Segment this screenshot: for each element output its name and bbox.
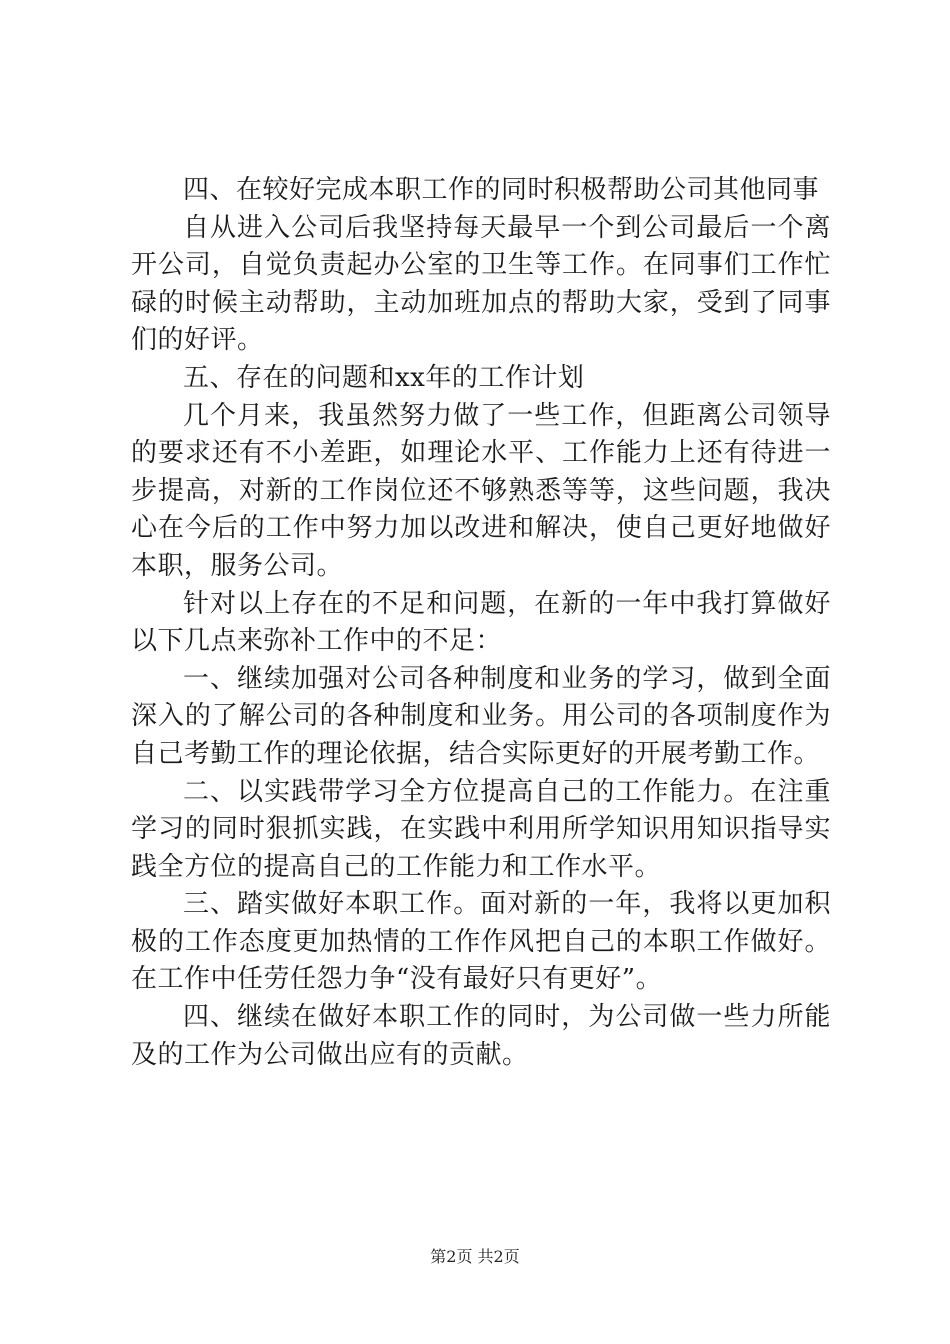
plan-item-4: 四、继续在做好本职工作的同时，为公司做一些力所能及的工作为公司做出应有的贡献。 — [131, 1002, 831, 1070]
paragraph: 针对以上存在的不足和问题，在新的一年中我打算做好以下几点来弥补工作中的不足： — [131, 588, 831, 657]
page-footer: 第2页 共2页 — [430, 1247, 520, 1266]
document-body — [131, 172, 831, 1074]
paragraph: 几个月来，我虽然努力做了一些工作，但距离公司领导的要求还有不小差距，如理论水平、工作能力上还有待进一步提高，对新的工作岗位还不够熟悉等等，这些问题，我决心在今后的工作中努力加以改进和解决，使自己更好地做好本职，服务公司。 — [131, 400, 831, 581]
plan-item-1: 一、继续加强对公司各种制度和业务的学习，做到全面深入的了解公司的各种制度和业务。用公司的各项制度作为自己考勤工作的理论依据，结合实际更好的开展考勤工作。 — [131, 663, 831, 769]
paragraph: 自从进入公司后我坚持每天最早一个到公司最后一个离开公司，自觉负责起办公室的卫生等工作。在同事们工作忙碌的时候主动帮助，主动加班加点的帮助大家，受到了同事们的好评。 — [131, 212, 831, 356]
section-heading-5: 五、存在的问题和xx年的工作计划 — [183, 362, 585, 393]
plan-item-2: 二、以实践带学习全方位提高自己的工作能力。在注重学习的同时狠抓实践，在实践中利用所学知识用知识指导实践全方位的提高自己的工作能力和工作水平。 — [131, 776, 831, 882]
section-heading-4: 四、在较好完成本职工作的同时积极帮助公司其他同事 — [183, 175, 820, 205]
plan-item-3: 三、踏实做好本职工作。面对新的一年，我将以更加积极的工作态度更加热情的工作作风把自己的本职工作做好。在工作中任劳任怨力争“没有最好只有更好”。 — [131, 889, 831, 995]
